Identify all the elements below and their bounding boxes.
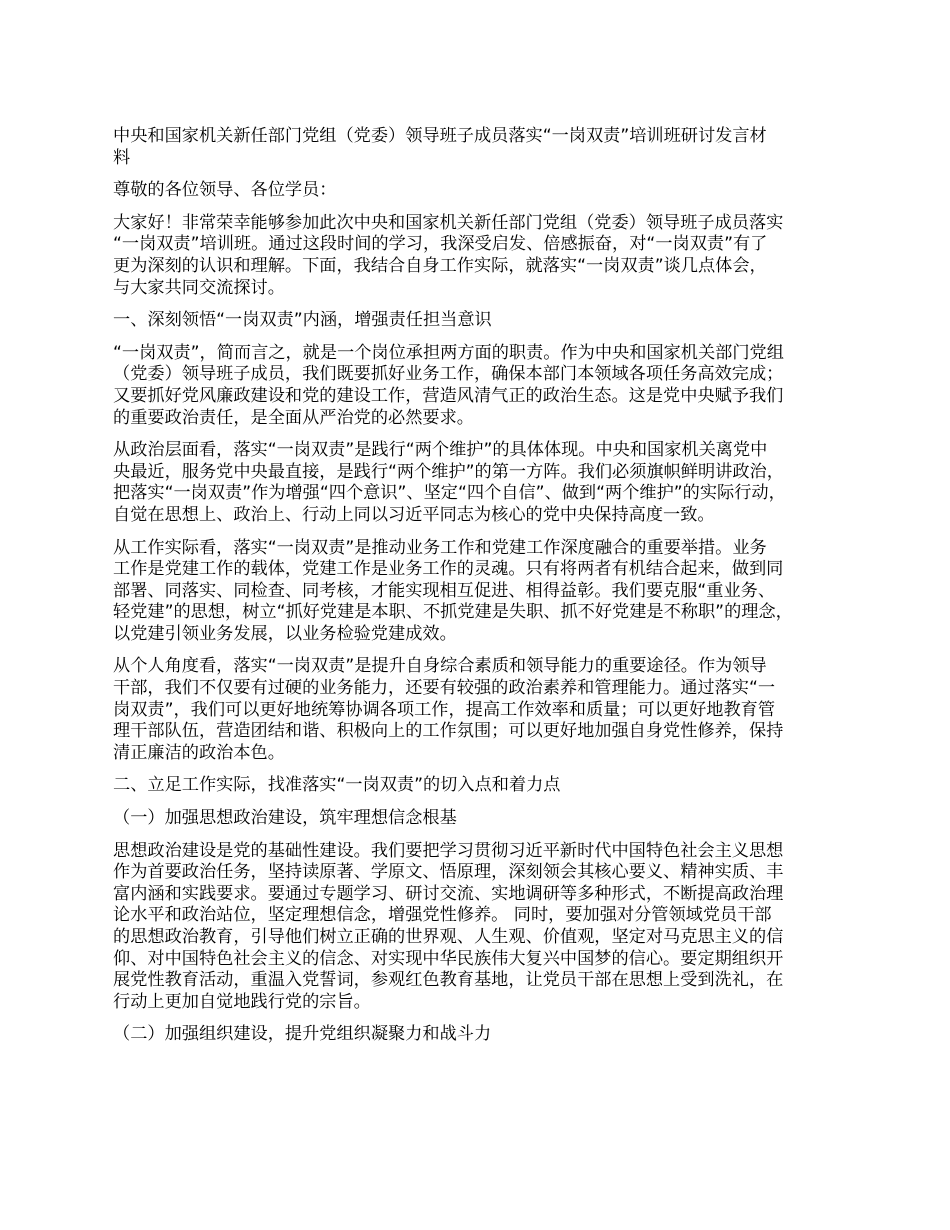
heading-text: 一、深刻领悟“一岗双责”内涵，增强责任担当意识 — [113, 310, 492, 331]
text-line: 从政治层面看，落实“一岗双责”是践行“两个维护”的具体体现。中央和国家机关离党中 — [113, 440, 768, 461]
section-1-heading — [113, 310, 853, 332]
section-1-paragraph-3 — [113, 538, 853, 646]
text-line: 自觉在思想上、政治上、行动上同以习近平同志为核心的党中央保持高度一致。 — [113, 504, 715, 525]
subheading-text: （一）加强思想政治建设，筑牢理想信念根基 — [113, 808, 457, 829]
text-line: 从个人角度看，落实“一岗双责”是提升自身综合素质和领导能力的重要途径。作为领导 — [113, 656, 767, 677]
text-line: 作为首要政治任务，坚持读原著、学原文、悟原理，深刻领会其核心要义、精神实质、丰 — [113, 862, 784, 883]
text-line: 央最近，服务党中央最直接，是践行“两个维护”的第一方阵。我们必须旗帜鲜明讲政治， — [113, 461, 784, 482]
title-line: 中央和国家机关新任部门党组（党委）领导班子成员落实“一岗双责”培训班研讨发言材 — [113, 126, 767, 146]
text-line: 工作是党建工作的载体，党建工作是业务工作的灵魂。只有将两者有机结合起来，做到同 — [113, 559, 784, 580]
salutation — [113, 180, 853, 202]
text-line: “一岗双责”培训班。通过这段时间的学习，我深受启发、倍感振奋，对“一岗双责”有了 — [113, 234, 768, 255]
text-line: 轻党建”的思想，树立“抓好党建是本职、不抓党建是失职、抓不好党建是不称职”的理念， — [113, 602, 793, 623]
text-line: 以党建引领业务发展，以业务检验党建成效。 — [113, 623, 457, 644]
text-line: 更为深刻的认识和理解。下面，我结合自身工作实际，就落实“一岗双责”谈几点体会， — [113, 255, 767, 276]
title-line: 料 — [113, 147, 131, 168]
section-2-heading — [113, 775, 853, 797]
text-line: 又要抓好党风廉政建设和党的建设工作，营造风清气正的政治生态。这是党中央赋予我们 — [113, 385, 784, 406]
text-line: 理干部队伍，营造团结和谐、积极向上的工作氛围；可以更好地加强自身党性修养，保持 — [113, 721, 784, 742]
subheading-text: （二）加强组织建设，提升党组织凝聚力和战斗力 — [113, 1024, 492, 1045]
text-line: 的思想政治教育，引导他们树立正确的世界观、人生观、价值观，坚定对马克思主义的信 — [113, 927, 784, 947]
text-line: 岗双责”，我们可以更好地统筹协调各项工作，提高工作效率和质量；可以更好地教育管 — [113, 699, 776, 720]
section-2-sub-1-paragraph — [113, 841, 853, 1014]
section-1-paragraph-2 — [113, 440, 853, 526]
section-1-paragraph-4 — [113, 656, 853, 764]
text-line: “一岗双责”，简而言之，就是一个岗位承担两方面的职责。作为中央和国家机关部门党组 — [113, 342, 784, 363]
text-line: 清正廉洁的政治本色。 — [113, 742, 285, 763]
document-title — [113, 126, 853, 169]
section-2-subheading-1 — [113, 808, 853, 830]
text-line: 行动上更加自觉地践行党的宗旨。 — [113, 991, 371, 1012]
text-line: 的重要政治责任，是全面从严治党的必然要求。 — [113, 407, 474, 428]
text-line: 干部，我们不仅要有过硬的业务能力，还要有较强的政治素养和管理能力。通过落实“一 — [113, 678, 776, 699]
text-line: 把落实“一岗双责”作为增强“四个意识”、坚定“四个自信”、做到“两个维护”的实际行动， — [113, 483, 786, 504]
text-line: 与大家共同交流探讨。 — [113, 277, 285, 298]
text-line: 富内涵和实践要求。要通过专题学习、研讨交流、实地调研等多种形式，不断提高政治理 — [113, 883, 784, 904]
text-line: 思想政治建设是党的基础性建设。我们要把学习贯彻习近平新时代中国特色社会主义思想 — [113, 840, 784, 861]
heading-text: 二、立足工作实际，找准落实“一岗双责”的切入点和着力点 — [113, 775, 561, 796]
text-line: 从工作实际看，落实“一岗双责”是推动业务工作和党建工作深度融合的重要举措。业务 — [113, 537, 767, 558]
text-line: 部署、同落实、同检查、同考核，才能实现相互促进、相得益彰。我们要克服“重业务、 — [113, 580, 776, 601]
text-line: 展党性教育活动，重温入党誓词，参观红色教育基地，让党员干部在思想上受到洗礼，在 — [113, 970, 784, 991]
text-line: （党委）领导班子成员，我们既要抓好业务工作，确保本部门本领域各项任务高效完成； — [113, 364, 784, 385]
section-2-subheading-2 — [113, 1024, 853, 1046]
document-page — [113, 126, 853, 1057]
text-line: 大家好！非常荣幸能够参加此次中央和国家机关新任部门党组（党委）领导班子成员落实 — [113, 212, 784, 233]
intro-paragraph — [113, 213, 853, 299]
text-line: 论水平和政治站位，坚定理想信念，增强党性修养。 同时，要加强对分管领域党员干部 — [113, 905, 772, 926]
salutation-text: 尊敬的各位领导、各位学员： — [113, 180, 337, 201]
text-line: 仰、对中国特色社会主义的信念、对实现中华民族伟大复兴中国梦的信心。要定期组织开 — [113, 948, 784, 969]
section-1-paragraph-1 — [113, 343, 853, 429]
